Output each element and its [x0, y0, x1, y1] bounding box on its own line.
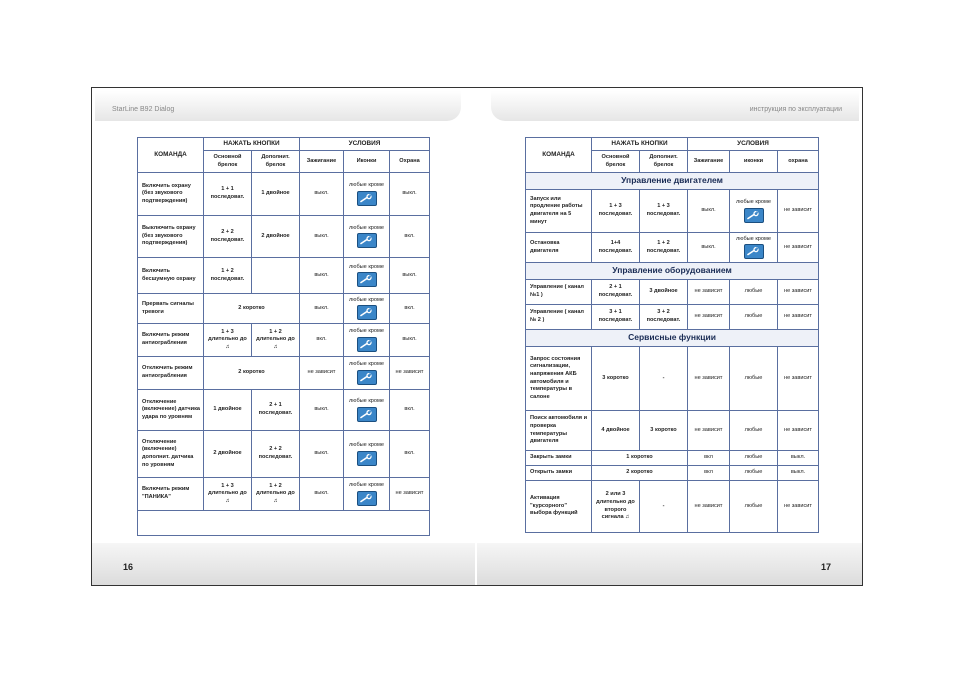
- icons-cell: [730, 305, 778, 330]
- icons-cell: [730, 466, 778, 481]
- icons-label: любые: [744, 374, 763, 381]
- extra-fob-cell: 1 + 3 последоват.: [640, 190, 688, 233]
- extra-fob-cell: 1 двойное: [252, 173, 300, 216]
- guard-cell: не зависит: [778, 411, 819, 451]
- table-row: [138, 173, 430, 216]
- icons-label: любые: [744, 454, 763, 461]
- extra-fob-cell: 3 коротко: [640, 411, 688, 451]
- icons-label: любые: [744, 288, 763, 295]
- col-main-fob: Основной брелок: [592, 151, 640, 173]
- table-row: [526, 347, 819, 411]
- press-cell: 1 коротко: [592, 451, 688, 466]
- col-conditions: УСЛОВИЯ: [300, 138, 430, 151]
- col-ignition: Зажигание: [300, 151, 344, 173]
- col-ignition: Зажигание: [688, 151, 730, 173]
- command-cell: Отключить режим антиограбления: [138, 357, 204, 390]
- service-wrench-icon: [744, 208, 764, 223]
- ignition-cell: выкл.: [300, 390, 344, 431]
- guard-cell: выкл.: [778, 466, 819, 481]
- icons-cell: [730, 411, 778, 451]
- ignition-cell: не зависит: [688, 305, 730, 330]
- extra-fob-cell: -: [640, 481, 688, 533]
- col-conditions: УСЛОВИЯ: [688, 138, 819, 151]
- command-cell: Включить охрану (без звукового подтверждения): [138, 173, 204, 216]
- icons-label: любые кроме: [736, 235, 771, 242]
- page-header: [95, 91, 461, 121]
- table-body: [138, 173, 430, 536]
- table-row: [526, 451, 819, 466]
- press-cell: 2 коротко: [592, 466, 688, 481]
- guard-cell: вкл.: [390, 390, 430, 431]
- main-fob-cell: 1 + 3 длительно до ♫: [204, 324, 252, 357]
- guard-cell: вкл.: [390, 294, 430, 324]
- table-row: [138, 258, 430, 294]
- table-row: [138, 216, 430, 258]
- guard-cell: не зависит: [778, 305, 819, 330]
- icons-cell: [730, 280, 778, 305]
- command-cell: Запрос состояния сигнализации, напряжения АКБ автомобиля и температуры в салоне: [526, 347, 592, 411]
- guard-cell: не зависит: [778, 481, 819, 533]
- table-row: [526, 466, 819, 481]
- press-cell: 2 коротко: [204, 357, 300, 390]
- service-wrench-icon: [357, 272, 377, 287]
- main-fob-cell: 1 + 3 длительно до ♫: [204, 478, 252, 511]
- extra-fob-cell: -: [640, 347, 688, 411]
- command-cell: Остановка двигателя: [526, 233, 592, 263]
- extra-fob-cell: 3 двойное: [640, 280, 688, 305]
- icons-label: любые кроме: [349, 263, 384, 270]
- guard-cell: выкл.: [778, 451, 819, 466]
- ignition-cell: вкл: [688, 466, 730, 481]
- main-fob-cell: 4 двойное: [592, 411, 640, 451]
- ignition-cell: выкл.: [300, 258, 344, 294]
- guard-cell: не зависит: [390, 357, 430, 390]
- icons-cell: [344, 324, 390, 357]
- icons-label: любые кроме: [349, 482, 384, 489]
- icons-label: любые кроме: [349, 442, 384, 449]
- guard-cell: не зависит: [390, 478, 430, 511]
- guard-cell: выкл.: [390, 173, 430, 216]
- icons-label: любые кроме: [349, 296, 384, 303]
- main-fob-cell: 2 двойное: [204, 431, 252, 478]
- section-title: Управление двигателем: [526, 173, 819, 190]
- col-extra-fob: Дополнит. брелок: [640, 151, 688, 173]
- table-row: [138, 478, 430, 511]
- command-cell: Включить бесшумную охрану: [138, 258, 204, 294]
- icons-cell: [344, 357, 390, 390]
- table-row: [138, 431, 430, 478]
- service-wrench-icon: [357, 451, 377, 466]
- icons-label: любые: [744, 426, 763, 433]
- ignition-cell: не зависит: [300, 357, 344, 390]
- guard-cell: выкл.: [390, 324, 430, 357]
- page-header: [491, 91, 859, 121]
- section-title: Сервисные функции: [526, 330, 819, 347]
- icons-cell: [730, 190, 778, 233]
- icons-label: любые: [744, 313, 763, 320]
- extra-fob-cell: 2 + 2 последоват.: [252, 431, 300, 478]
- guard-cell: не зависит: [778, 280, 819, 305]
- table-row: [138, 324, 430, 357]
- main-fob-cell: 2 или 3 длительно до второго сигнала ♫: [592, 481, 640, 533]
- extra-fob-cell: 1 + 2 длительно до ♫: [252, 478, 300, 511]
- service-wrench-icon: [357, 491, 377, 506]
- icons-label: любые: [744, 502, 763, 509]
- ignition-cell: выкл.: [300, 478, 344, 511]
- commands-table-left: [137, 137, 430, 536]
- main-fob-cell: 3 + 1 последоват.: [592, 305, 640, 330]
- guard-cell: не зависит: [778, 233, 819, 263]
- table-row: [138, 294, 430, 324]
- ignition-cell: не зависит: [688, 411, 730, 451]
- ignition-cell: выкл.: [688, 233, 730, 263]
- ignition-cell: выкл.: [300, 294, 344, 324]
- command-cell: Управление ( канал №1 ): [526, 280, 592, 305]
- extra-fob-cell: 2 двойное: [252, 216, 300, 258]
- table-row: [526, 233, 819, 263]
- service-wrench-icon: [357, 337, 377, 352]
- main-fob-cell: 1 + 3 последоват.: [592, 190, 640, 233]
- main-fob-cell: 2 + 2 последоват.: [204, 216, 252, 258]
- icons-cell: [344, 258, 390, 294]
- extra-fob-cell: [252, 258, 300, 294]
- guard-cell: вкл.: [390, 431, 430, 478]
- section-header-row: [526, 263, 819, 280]
- guard-cell: вкл.: [390, 216, 430, 258]
- col-extra-fob: Дополнит. брелок: [252, 151, 300, 173]
- col-guard: охрана: [778, 151, 819, 173]
- guard-cell: не зависит: [778, 190, 819, 233]
- icons-cell: [344, 478, 390, 511]
- commands-table-right: [525, 137, 819, 533]
- command-cell: Включить режим "ПАНИКА": [138, 478, 204, 511]
- table-row: [138, 390, 430, 431]
- icons-label: любые кроме: [349, 182, 384, 189]
- service-wrench-icon: [357, 233, 377, 248]
- service-wrench-icon: [357, 191, 377, 206]
- table-row: [526, 190, 819, 233]
- section-header-row: [526, 330, 819, 347]
- icons-label: любые кроме: [349, 328, 384, 335]
- icons-cell: [344, 173, 390, 216]
- extra-fob-cell: 1 + 2 последоват.: [640, 233, 688, 263]
- ignition-cell: выкл.: [300, 216, 344, 258]
- command-cell: Включить режим антиограбления: [138, 324, 204, 357]
- extra-fob-cell: 3 + 2 последоват.: [640, 305, 688, 330]
- table-row: [138, 357, 430, 390]
- command-cell: Отключение (включение) датчика удара по уровням: [138, 390, 204, 431]
- icons-label: любые кроме: [736, 199, 771, 206]
- table-row: [526, 481, 819, 533]
- icons-label: любые: [744, 469, 763, 476]
- section-header-row: [526, 173, 819, 190]
- main-fob-cell: 2 + 1 последоват.: [592, 280, 640, 305]
- empty-cell: [138, 511, 430, 536]
- command-cell: Прервать сигналы тревоги: [138, 294, 204, 324]
- command-cell: Закрыть замки: [526, 451, 592, 466]
- press-cell: 2 коротко: [204, 294, 300, 324]
- ignition-cell: выкл.: [688, 190, 730, 233]
- empty-row: [138, 511, 430, 536]
- icons-cell: [730, 481, 778, 533]
- icons-cell: [344, 390, 390, 431]
- header-title: StarLine B92 Dialog: [112, 106, 175, 113]
- guard-cell: не зависит: [778, 347, 819, 411]
- page-number: 16: [123, 562, 134, 572]
- page-footer: [92, 543, 475, 585]
- main-fob-cell: 3 коротко: [592, 347, 640, 411]
- icons-cell: [344, 216, 390, 258]
- icons-cell: [730, 451, 778, 466]
- ignition-cell: вкл.: [300, 324, 344, 357]
- service-wrench-icon: [357, 370, 377, 385]
- table-row: [526, 280, 819, 305]
- col-press: НАЖАТЬ КНОПКИ: [592, 138, 688, 151]
- service-wrench-icon: [744, 244, 764, 259]
- page-16: [92, 88, 475, 585]
- ignition-cell: выкл.: [300, 173, 344, 216]
- page-footer: [477, 543, 862, 585]
- table-row: [526, 411, 819, 451]
- command-cell: Поиск автомобиля и проверка температуры двигателя: [526, 411, 592, 451]
- command-cell: Управление ( канал № 2 ): [526, 305, 592, 330]
- col-command: КОМАНДА: [526, 138, 592, 173]
- icons-cell: [730, 347, 778, 411]
- extra-fob-cell: 1 + 2 длительно до ♫: [252, 324, 300, 357]
- extra-fob-cell: 2 + 1 последоват.: [252, 390, 300, 431]
- icons-label: любые кроме: [349, 361, 384, 368]
- page-number: 17: [820, 562, 831, 572]
- col-icons: Иконки: [344, 151, 390, 173]
- main-fob-cell: 1 двойное: [204, 390, 252, 431]
- col-command: КОМАНДА: [138, 138, 204, 173]
- main-fob-cell: 1 + 1 последоват.: [204, 173, 252, 216]
- main-fob-cell: 1 + 2 последоват.: [204, 258, 252, 294]
- command-cell: Активация "курсорного" выбора функций: [526, 481, 592, 533]
- ignition-cell: выкл.: [300, 431, 344, 478]
- icons-label: любые кроме: [349, 398, 384, 405]
- ignition-cell: не зависит: [688, 347, 730, 411]
- col-main-fob: Основной брелок: [204, 151, 252, 173]
- icons-cell: [344, 431, 390, 478]
- col-guard: Охрана: [390, 151, 430, 173]
- header-title: инструкция по эксплуатации: [749, 106, 842, 113]
- icons-cell: [730, 233, 778, 263]
- col-icons: иконки: [730, 151, 778, 173]
- icons-label: любые кроме: [349, 224, 384, 231]
- table-body: [526, 173, 819, 533]
- icons-cell: [344, 294, 390, 324]
- command-cell: Запуск или продление работы двигателя на 5 минут: [526, 190, 592, 233]
- guard-cell: выкл.: [390, 258, 430, 294]
- service-wrench-icon: [357, 407, 377, 422]
- section-title: Управление оборудованием: [526, 263, 819, 280]
- command-cell: Выключить охрану (без звукового подтверждения): [138, 216, 204, 258]
- command-cell: Отключение (включение) дополнит. датчика по уровням: [138, 431, 204, 478]
- ignition-cell: не зависит: [688, 481, 730, 533]
- command-cell: Открыть замки: [526, 466, 592, 481]
- ignition-cell: вкл: [688, 451, 730, 466]
- main-fob-cell: 1+4 последоват.: [592, 233, 640, 263]
- ignition-cell: не зависит: [688, 280, 730, 305]
- col-press: НАЖАТЬ КНОПКИ: [204, 138, 300, 151]
- service-wrench-icon: [357, 305, 377, 320]
- table-row: [526, 305, 819, 330]
- page-17: [477, 88, 862, 585]
